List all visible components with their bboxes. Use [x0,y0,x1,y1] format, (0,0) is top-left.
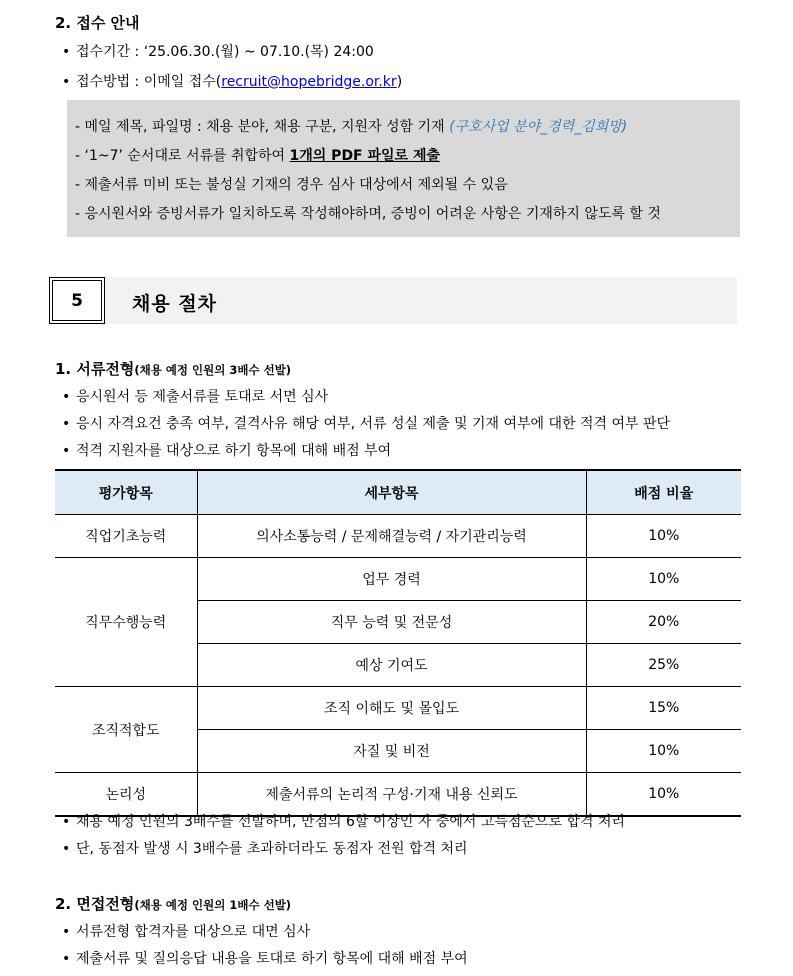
detail-cell: 업무 경력 [197,558,586,601]
subheading-interview [55,893,291,914]
bullet-text: 채용 예정 인원의 3배수를 선발하며, 만점의 6할 이상인 자 중에서 고득점순으로 합격 처리 [76,814,626,830]
category-cell: 직무수행능력 [55,558,197,687]
bullet-screening-2 [62,413,670,433]
subheading-document-screening [55,358,291,379]
note-line-evidence: - 응시원서와 증빙서류가 일치하도록 작성해야하며, 증빙이 어려운 사항은 기재하지 않도록 할 것 [75,206,661,222]
bullet-dot-icon: • [62,443,71,459]
bullet-text: 적격 지원자를 대상으로 하기 항목에 대해 배점 부여 [76,443,392,459]
ratio-cell: 10% [586,515,741,558]
subheading-text: 1. 서류전형 [55,360,135,378]
header-category: 평가항목 [55,470,197,515]
detail-cell: 제출서류의 논리적 구성·기재 내용 신뢰도 [197,773,586,817]
header-ratio: 배점 비율 [586,470,741,515]
bullet-dot-icon: • [62,951,71,967]
note-line-exclusion: - 제출서류 미비 또는 불성실 기재의 경우 심사 대상에서 제외될 수 있음 [75,177,508,193]
bullet-dot-icon: • [62,416,71,432]
table-header-row [55,470,741,515]
bullet-interview-1 [62,921,310,941]
subheading-text: 2. 면접전형 [55,895,135,913]
category-cell: 논리성 [55,773,197,817]
ratio-cell: 20% [586,601,741,644]
ratio-cell: 10% [586,773,741,817]
bullet-dot-icon: • [62,924,71,940]
detail-cell: 직무 능력 및 전문성 [197,601,586,644]
bullet-application-period [62,41,374,61]
bullet-text: 접수기간 : ‘25.06.30.(월) ~ 07.10.(목) 24:00 [76,44,374,60]
detail-cell: 자질 및 비전 [197,730,586,773]
note-text: - 메일 제목, 파일명 : 채용 분야, 채용 구분, 지원자 성함 기재 [75,119,450,135]
detail-cell: 조직 이해도 및 몰입도 [197,687,586,730]
bullet-dot-icon: • [62,389,71,405]
notes-box [67,100,740,237]
bullet-text: 제출서류 및 질의응답 내용을 토대로 하기 항목에 대해 배점 부여 [76,951,468,967]
bullet-application-method [62,71,402,91]
subheading-note: (채용 예정 인원의 1배수 선발) [134,898,292,912]
bullet-tie-rule [62,838,468,858]
note-text: - ‘1~7’ 순서대로 서류를 취합하여 [75,148,290,164]
table-row [55,773,741,817]
bullet-text: 접수방법 : 이메일 접수( [76,74,222,90]
table-row [55,558,741,601]
section-number: 5 [71,290,83,311]
category-cell: 직업기초능력 [55,515,197,558]
bullet-text: 단, 동점자 발생 시 3배수를 초과하더라도 동점자 전원 합격 처리 [76,841,468,857]
section-number-box [49,277,105,324]
table-row [55,515,741,558]
bullet-selection-rule [62,811,625,831]
bullet-text: 응시원서 등 제출서류를 토대로 서면 심사 [76,389,329,405]
bullet-text: 응시 자격요건 충족 여부, 결격사유 해당 여부, 서류 성실 제출 및 기재 여부에 대한 적격 여부 판단 [76,416,671,432]
detail-cell: 예상 기여도 [197,644,586,687]
ratio-cell: 10% [586,730,741,773]
ratio-cell: 25% [586,644,741,687]
bullet-dot-icon: • [62,74,71,90]
detail-cell: 의사소통능력 / 문제해결능력 / 자기관리능력 [197,515,586,558]
header-detail: 세부항목 [197,470,586,515]
note-line-pdf [75,145,440,165]
ratio-cell: 15% [586,687,741,730]
bullet-dot-icon: • [62,841,71,857]
section-heading-application: 2. 접수 안내 [55,14,140,32]
bullet-screening-1 [62,386,328,406]
section-title: 채용 절차 [132,293,218,315]
subheading-note: (채용 예정 인원의 3배수 선발) [134,363,292,377]
category-cell: 조직적합도 [55,687,197,773]
bullet-interview-2 [62,948,468,968]
bullet-text-suffix: ) [396,74,403,90]
note-emphasis: 1개의 PDF 파일로 제출 [289,148,440,164]
bullet-screening-3 [62,440,391,460]
ratio-cell: 10% [586,558,741,601]
table-row [55,687,741,730]
bullet-text: 서류전형 합격자를 대상으로 대면 심사 [76,924,311,940]
evaluation-table [55,469,741,817]
email-link[interactable]: recruit@hopebridge.or.kr [221,74,397,90]
note-line-mail-title [75,116,627,136]
bullet-dot-icon: • [62,814,71,830]
bullet-dot-icon: • [62,44,71,60]
note-example: (구호사업 분야_경력_김희망) [449,119,628,135]
